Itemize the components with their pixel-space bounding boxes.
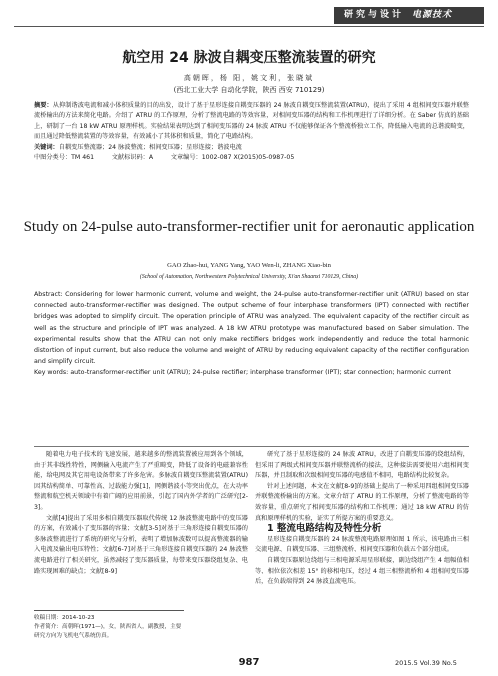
english-abstract — [34, 289, 469, 379]
document-code: 文献标识码：A — [111, 154, 154, 162]
english-abstract-text: Considering for lower harmonic current, volume and weight, the 24-pulse auto-transformer-rectifier unit (ATRU) based on star connected auto-transformer-rectifier was designed. The output scheme of four interphase transformers (IPT) connected with rectifier bridges was adopted to simplify circuit. The operation principle of ATRU was analyzed. The equivalent capacity of the rectifier circuit as well as the structure and principle of IPT was analyzed. A 18 kW ATRU prototype was manufactured based on Saber simulation. The experimental results show that the ATRU can not only make rectifiers bridges work independently and reduce the total harmonic distortion of input current, but also reduce the volume and weight of ATRU by reducing equivalent capacity of the rectifier configuration and simplify circuit. — [34, 291, 469, 366]
chinese-abstract — [34, 101, 469, 163]
journal-logo: 电源技术 — [412, 10, 453, 20]
section-label: 研究与设计 — [344, 10, 405, 20]
article-number: 文章编号：1002-087 X(2015)05-0987-05 — [170, 154, 295, 162]
english-keywords-text: auto-transformer-rectifier unit (ATRU); 24-pulse rectifier; interphase transformer (IPT); star connection; harmonic current — [70, 369, 451, 377]
body-paragraph: 研究了基于星形连接的 24 脉波 ATRU，改进了自耦变压器的绕组结构，但采用了两级式相间变压器并联整流桥的接法，这种接法需要使用六组相间变压器，并且制取和次级相间变压器的电感值不相同，电路结构比较复杂。 — [255, 451, 469, 480]
header-rule — [14, 26, 484, 27]
body-paragraph: 文献[4]提出了采用多相自耦变压器取代传统 12 脉波整流电路中的变压器的方案，有效减小了变压器的容量；文献[3-5]对基于三角形连接自耦变压器的多脉波整流进行了系统的研究与分析，表明了增加脉波数可以提高整流器的输入电流及输出电压特性；文献[6-7]对基于三角形连接自耦变压器的 24 脉波整流电路进行了相关研究，虽然减轻了变压器质量，每带来变压器绕组复杂、电路实现困难的缺点；文献[8-9] — [34, 514, 248, 575]
abstract-text: 从抑制谐波电流和减小体积质量的目的出发，设计了基于星形连接自耦变压器的 24 脉波自耦变压整流装置(ATRU)，提出了采用 4 组相间变压器并联整流桥输出的方法来简化电路。介绍了 ATRU 的工作原理，分析了整流电路的等效容量，对相间变压器的结构和工作机理进行了详细分析。在 Saber 仿真的基础上，研制了一台 18 kW ATRU 原理样机。实验结果表明达到了相间变压器的 24 脉波 ATRU 不仅能够保证各个整流桥独立工作，降低输入电流的总谐波畸变，而且通过降低整流装置的等效容量，有效减小了其体积和质量，简化了电路结构。 — [34, 102, 469, 141]
abstract-divider — [34, 446, 469, 447]
chinese-affiliation: (西北工业大学 自动化学院，陕西 西安 710129) — [173, 86, 325, 94]
page-number: 987 — [238, 657, 260, 668]
abstract-label: 摘要： — [34, 102, 53, 109]
chinese-title: 航空用 24 脉波自耦变压整流装置的研究 — [122, 50, 376, 66]
english-abstract-label: Abstract: — [34, 291, 63, 298]
journal-banner — [334, 7, 484, 24]
body-paragraph: 随着电力电子技术的飞速发展，越来越多的整流装置被应用到各个领域，由于其非线性特性，网侧输入电流产生了严重畸变，降低了设备的电磁兼容性能，给电网及其它用电设备带来了许多危害。多脉波自耦变压整流装置(ATRU)因其结构简单、可靠性高、过载能力强[1]，网侧谐波小等突出优点，在大功率整流和航空机天领域中有着广阔的应用前景，引起了国内外学者的广泛研究[2-3]。 — [34, 451, 248, 511]
body-paragraph: 星形连接自耦变压器的 24 脉波整流电路原理如图 1 所示，该电路由三相交流电源、自耦变压器、三组整流桥、相间变压器和负载五个部分组成。 — [255, 535, 469, 554]
body-paragraph: 针对上述问题，本文在文献[8-9]的基础上提出了一种采用四组相间变压器并联整流桥输出的方案。文章介绍了 ATRU 的工作原理，分析了整流电路的等效容量，重点研究了相间变压器的结构和工作机理；通过 18 kW ATRU 的仿真和原理样机的实验，证实了所提方案的重要意义。 — [255, 482, 469, 522]
keywords-label: 关键词： — [34, 143, 59, 151]
section-heading: 1 整流电路结构及特性分析 — [267, 523, 382, 535]
english-affiliation: (School of Automation, Northwestern Polytechnical University, Xi'an Shaanxi 710129, China) — [139, 274, 359, 280]
chinese-authors: 高朝晖，杨 阳，姚文利，张晓斌 — [183, 74, 315, 82]
body-paragraph: 自耦变压器原边绕组与三相电源采用星形联接，副边绕组产生 4 组幅值相等、相位依次相差 15° 的移相电压，经过 4 组三相整流桥和 4 组相间变压器后，在负载端得到 24 脉波直流电压。 — [255, 556, 469, 586]
issue-info: 2015.5 Vol.39 No.5 — [395, 659, 457, 667]
author-bio: 作者简介：高朝晖(1971—)，女，陕西省人，副教授，主要研究方向为飞机电气系统仿真。 — [34, 624, 182, 639]
keywords-text: 自耦变压整流器；24 脉波整流；相间变压器；星形连接；谐波电流 — [58, 143, 242, 151]
received-date: 收稿日期：2014-10-23 — [34, 615, 95, 621]
english-authors: GAO Zhao-hui, YANG Yang, YAO Wen-li, ZHANG Xiao-bin — [167, 262, 331, 269]
english-keywords-label: Key words: — [34, 369, 69, 377]
left-column — [34, 450, 248, 577]
clc-number: 中图分类号：TM 461 — [34, 154, 95, 162]
right-column — [255, 450, 469, 588]
footnote — [34, 610, 184, 641]
english-title: Study on 24-pulse auto-transformer-rectifier unit for aeronautic application — [23, 219, 475, 235]
